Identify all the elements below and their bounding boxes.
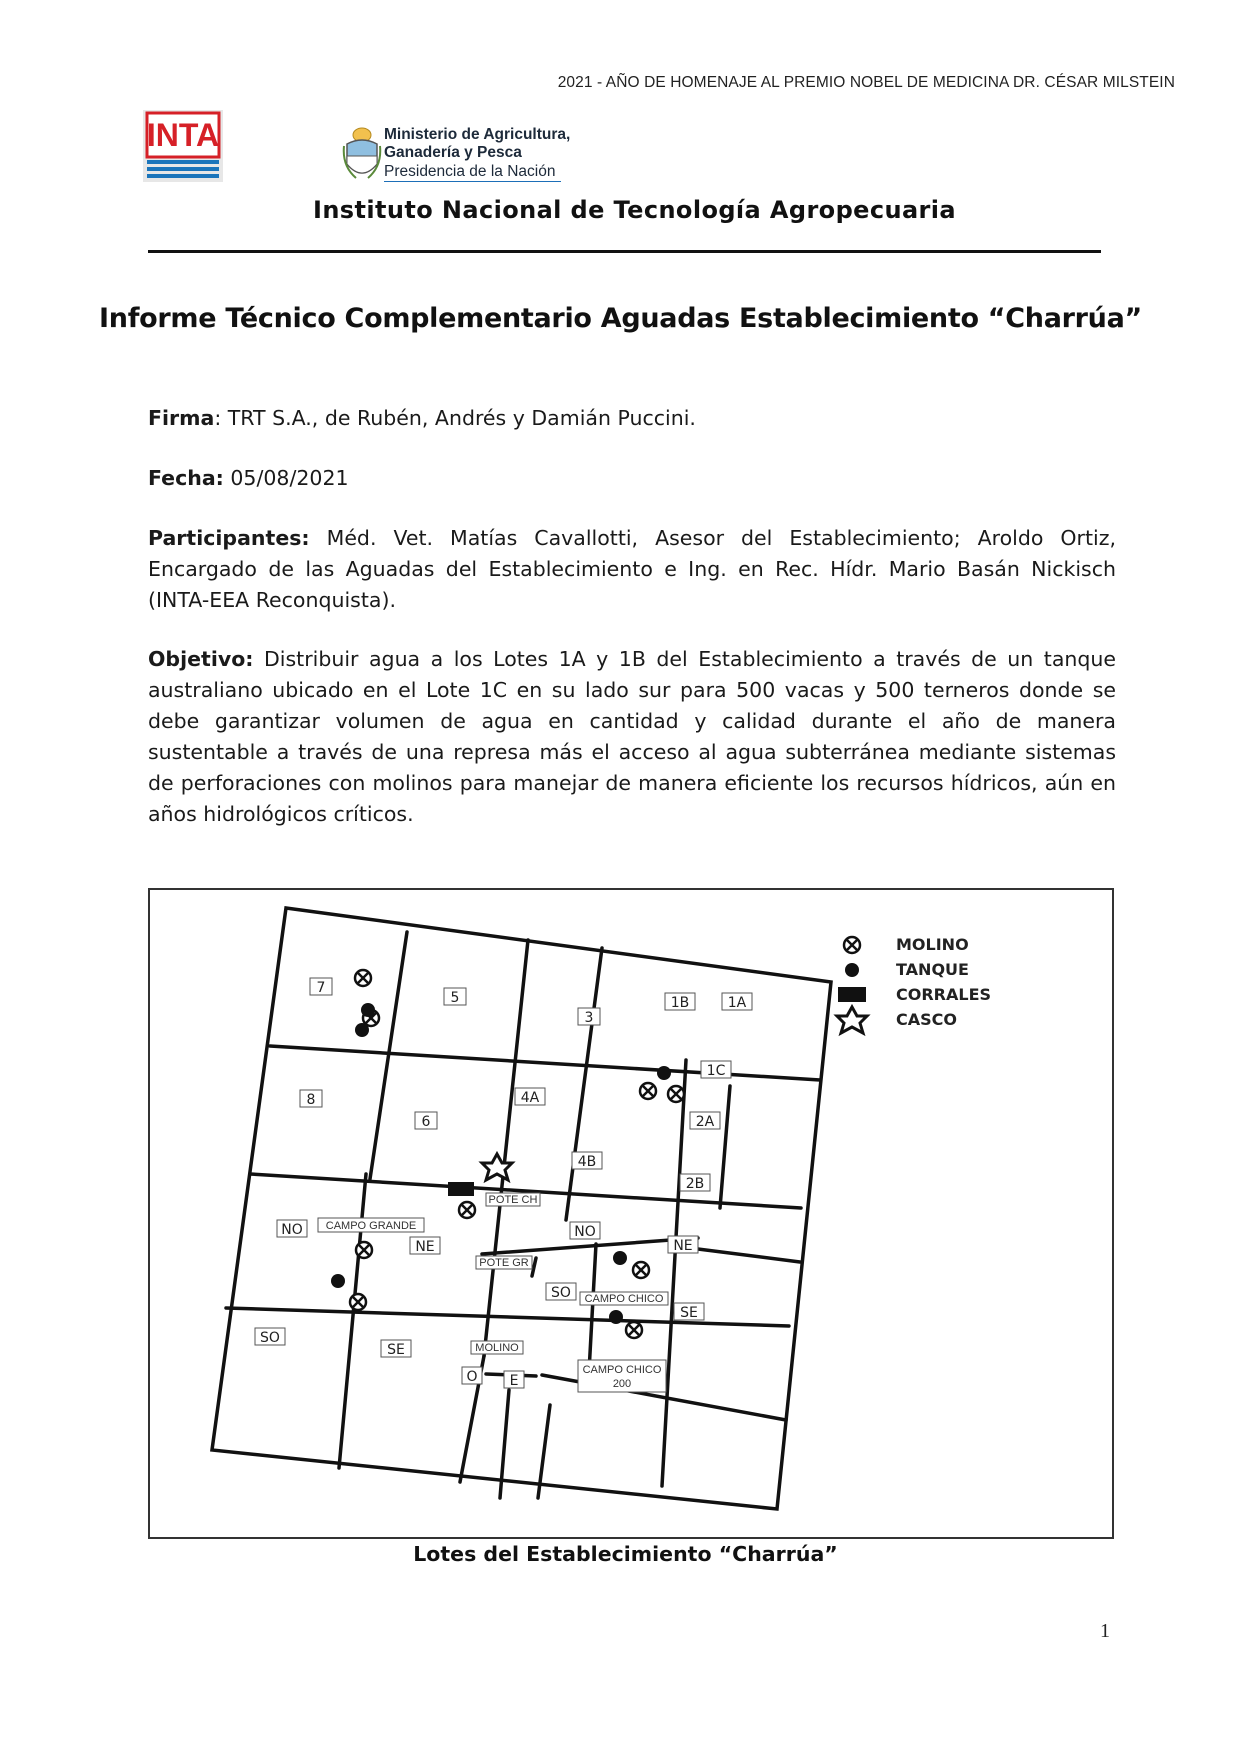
header-divider — [148, 250, 1101, 253]
objetivo-label: Objetivo: — [148, 647, 254, 671]
ministerio-line-1: Ministerio de Agricultura, — [384, 126, 571, 143]
lot-label-5 — [444, 988, 466, 1006]
svg-text:3: 3 — [584, 1010, 594, 1026]
fecha-value: 05/08/2021 — [223, 466, 349, 490]
lot-label-1b — [665, 993, 695, 1011]
lot-label-e — [504, 1371, 524, 1389]
tanque-marker — [361, 1003, 375, 1017]
map-legend — [837, 935, 991, 1033]
lot-label-8 — [300, 1090, 322, 1108]
ministerio-line-3: Presidencia de la Nación — [384, 162, 561, 182]
lot-label-1a — [722, 993, 752, 1011]
objetivo-paragraph — [148, 644, 1116, 830]
report-title: Informe Técnico Complementario Aguadas Establecimiento “Charrúa” — [99, 303, 1142, 334]
lots-map — [148, 888, 1114, 1539]
year-banner: 2021 - AÑO DE HOMENAJE AL PREMIO NOBEL DE MEDICINA DR. CÉSAR MILSTEIN — [557, 74, 1175, 91]
lot-label-4a — [515, 1088, 545, 1106]
legend-corrales — [838, 985, 991, 1004]
fecha-label: Fecha: — [148, 466, 224, 490]
svg-text:CASCO: CASCO — [896, 1010, 957, 1029]
lot-label-6 — [415, 1112, 437, 1130]
lot-label-molino — [471, 1341, 523, 1354]
lot-label-ne-right — [668, 1236, 698, 1254]
ministerio-logo — [384, 126, 594, 182]
ministerio-line-2: Ganadería y Pesca — [384, 144, 522, 161]
lot-label-so-left — [255, 1328, 285, 1346]
participantes-value: Méd. Vet. Matías Cavallotti, Asesor del Establecimiento; Aroldo Ortiz, Encargado de las Aguadas del Establecimiento e Ing. en Rec. Hídr. Mario Basán Nickisch (INTA-EEA Reconquista). — [148, 526, 1116, 612]
svg-text:CAMPO CHICO: CAMPO CHICO — [582, 1364, 662, 1376]
lot-label-4b — [572, 1152, 602, 1170]
firma-label: Firma — [148, 406, 215, 430]
svg-text:6: 6 — [421, 1114, 431, 1130]
tanque-marker — [613, 1251, 627, 1265]
svg-text:1B: 1B — [670, 995, 690, 1011]
svg-text:E: E — [509, 1373, 519, 1389]
casco-marker — [482, 1154, 512, 1180]
participantes-paragraph — [148, 523, 1116, 616]
inta-logo — [143, 110, 223, 182]
page-number: 1 — [1100, 1620, 1110, 1642]
lots-map-drawing — [150, 890, 1112, 1537]
svg-text:SO: SO — [260, 1330, 280, 1346]
svg-text:CORRALES: CORRALES — [896, 985, 992, 1004]
institute-name: Instituto Nacional de Tecnología Agropecuaria — [312, 196, 956, 224]
svg-text:MOLINO: MOLINO — [475, 1342, 519, 1354]
svg-text:2A: 2A — [695, 1114, 715, 1130]
svg-text:POTE GR: POTE GR — [479, 1257, 529, 1269]
lot-label-pote-ch — [486, 1193, 540, 1206]
svg-text:2B: 2B — [685, 1176, 705, 1192]
lot-label-ne-campo-grande — [410, 1237, 440, 1255]
svg-text:200: 200 — [612, 1378, 632, 1390]
svg-text:NO: NO — [281, 1222, 303, 1238]
firma-paragraph — [148, 403, 1116, 434]
lot-label-campo-chico-200 — [578, 1360, 666, 1392]
lot-label-pote-gr — [476, 1256, 532, 1269]
lot-label-2b — [680, 1174, 710, 1192]
fecha-paragraph — [148, 463, 1116, 494]
tanque-marker — [355, 1023, 369, 1037]
objetivo-value: Distribuir agua a los Lotes 1A y 1B del Establecimiento a través de un tanque australiano ubicado en el Lote 1C en su lado sur para 500 vacas y 500 terneros donde se debe garantizar volumen de agua en cantidad y calidad durante el año de manera sustentable a través de una represa más el acceso al agua subterránea mediante sistemas de perforaciones con molinos para manejar de manera eficiente los recursos hídricos, aún en años hidrológicos críticos. — [148, 647, 1116, 826]
svg-text:NE: NE — [415, 1239, 435, 1255]
svg-text:TANQUE: TANQUE — [896, 960, 969, 979]
lot-label-2a — [690, 1112, 720, 1130]
inta-logo-text: INTA — [146, 117, 220, 153]
svg-text:POTE CH: POTE CH — [488, 1194, 538, 1206]
lot-label-campo-grande — [318, 1218, 424, 1232]
svg-text:O: O — [466, 1369, 478, 1385]
svg-text:7: 7 — [316, 980, 326, 996]
svg-text:NE: NE — [673, 1238, 693, 1254]
svg-text:1C: 1C — [706, 1063, 726, 1079]
tanque-marker — [609, 1310, 623, 1324]
svg-text:CAMPO CHICO: CAMPO CHICO — [584, 1293, 664, 1305]
casco-icon — [837, 1007, 867, 1033]
lot-label-o — [462, 1367, 482, 1385]
svg-text:CAMPO GRANDE: CAMPO GRANDE — [325, 1220, 417, 1232]
lot-label-no-campo-grande — [277, 1220, 307, 1238]
lot-label-7 — [310, 978, 332, 996]
svg-text:SO: SO — [551, 1285, 571, 1301]
svg-text:NO: NO — [574, 1224, 596, 1240]
lot-label-campo-chico — [580, 1292, 668, 1305]
lot-label-so-mid — [546, 1283, 576, 1301]
svg-text:4B: 4B — [577, 1154, 597, 1170]
lot-label-se-left — [381, 1340, 411, 1358]
national-shield-icon — [342, 126, 382, 184]
tanque-icon — [845, 963, 859, 977]
lot-label-no-mid — [570, 1222, 600, 1240]
corrales-marker — [448, 1182, 474, 1196]
corrales-icon — [838, 987, 866, 1002]
svg-text:MOLINO: MOLINO — [896, 935, 969, 954]
legend-molino — [844, 935, 969, 954]
lot-label-se-right — [674, 1303, 704, 1321]
svg-text:8: 8 — [306, 1092, 316, 1108]
svg-text:4A: 4A — [520, 1090, 540, 1106]
legend-casco — [837, 1007, 957, 1033]
legend-tanque — [845, 960, 969, 979]
svg-text:5: 5 — [450, 990, 460, 1006]
svg-text:1A: 1A — [727, 995, 747, 1011]
lot-label-1c — [701, 1061, 731, 1079]
map-caption: Lotes del Establecimiento “Charrúa” — [413, 1542, 838, 1566]
svg-text:SE: SE — [680, 1305, 698, 1321]
firma-value: : TRT S.A., de Rubén, Andrés y Damián Puccini. — [214, 406, 696, 430]
svg-text:SE: SE — [387, 1342, 405, 1358]
tanque-marker — [657, 1066, 671, 1080]
tanque-marker — [331, 1274, 345, 1288]
molino-markers — [350, 970, 684, 1338]
lot-label-3 — [578, 1008, 600, 1026]
participantes-label: Participantes: — [148, 526, 310, 550]
